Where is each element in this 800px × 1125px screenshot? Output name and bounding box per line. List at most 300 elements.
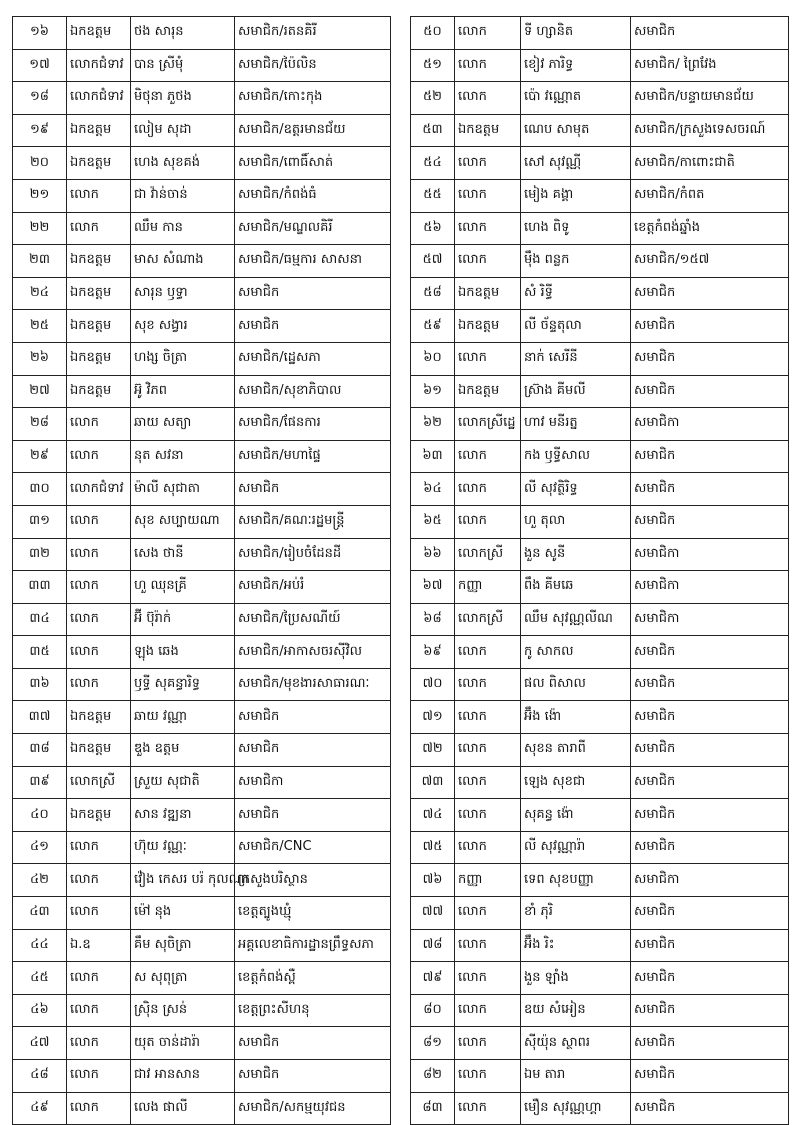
row-title: លោក [455,1060,521,1093]
table-row [411,277,789,310]
row-title: លោក [455,1027,521,1060]
table-row [13,1092,391,1125]
row-name: មឿន សុវណ្ណហ្គា [521,1092,631,1125]
row-number: ៤៦ [13,994,67,1027]
row-role: សមាជិក [631,277,789,310]
row-name: លី ច័ន្ទតុលា [521,310,631,343]
table-row [13,245,391,278]
row-number: ១៩ [13,114,67,147]
row-number: ២៣ [13,245,67,278]
row-role: សមាជិក/អប់រំ [235,571,391,604]
row-number: ៥៨ [411,277,455,310]
row-number: ៣៤ [13,603,67,636]
row-number: ៨៣ [411,1092,455,1125]
row-name: អ៊ឹង ង៉ោ [521,701,631,734]
row-number: ៥៥ [411,179,455,212]
row-name: ឯម តារា [521,1060,631,1093]
row-title: លោក [455,962,521,995]
table-row [13,962,391,995]
row-role: សមាជិក [631,17,789,50]
row-role: សមាជិក [631,668,789,701]
row-name: ខៀវ ភារិទ្ធ [521,49,631,82]
row-role: សមាជិក [631,994,789,1027]
table-row [411,408,789,441]
table-row [13,1060,391,1093]
row-name: លេង ផាលី [131,1092,235,1125]
row-role: អគ្គលេខាធិការដ្ឋានព្រឹទ្ធសភា [235,929,391,962]
row-name: សុខន តារាពី [521,734,631,767]
row-role: សមាជិក [631,897,789,930]
row-role: សមាជិក/ ព្រៃវែង [631,49,789,82]
row-title: លោក [455,1092,521,1125]
table-row [13,505,391,538]
row-role: សមាជិក/សុខាភិបាល [235,375,391,408]
row-name: ម៉ាលី សុជាតា [131,473,235,506]
row-number: ៦៧ [411,571,455,604]
row-name: ហ៊ុយ វណ្ណៈ [131,831,235,864]
row-number: ៣៦ [13,668,67,701]
table-row [13,212,391,245]
table-row [13,831,391,864]
row-number: ៦៥ [411,505,455,538]
row-role: សមាជិក [235,277,391,310]
row-title: លោក [455,897,521,930]
row-title: លោក [67,538,131,571]
table-row [411,929,789,962]
row-number: ៧១ [411,701,455,734]
row-name: ខាំ ភុរិ [521,897,631,930]
row-title: លោក [455,799,521,832]
table-row [13,440,391,473]
member-table-left [12,16,391,1125]
row-name: កូ សាកល [521,636,631,669]
row-title: លោក [455,82,521,115]
row-title: លោក [455,668,521,701]
row-number: ២៩ [13,440,67,473]
row-name: សាន វឌ្ឍនា [131,799,235,832]
row-role: សមាជិក [235,1060,391,1093]
row-title: លោក [67,831,131,864]
row-name: នុត សវនា [131,440,235,473]
table-row [411,538,789,571]
row-number: ៣៧ [13,701,67,734]
row-title: លោក [67,636,131,669]
row-number: ៧៩ [411,962,455,995]
row-role: សមាជិក [631,1060,789,1093]
row-number: ៨០ [411,994,455,1027]
table-row [411,1060,789,1093]
row-number: ២១ [13,179,67,212]
row-role: សមាជិក [235,310,391,343]
row-role: សមាជិក [631,734,789,767]
row-role: សមាជិក [631,929,789,962]
table-row [13,734,391,767]
row-role: សមាជិកា [235,766,391,799]
row-role: សមាជិក/មហាផ្ទៃ [235,440,391,473]
row-name: ឆាយ វណ្ណា [131,701,235,734]
row-role: សមាជិក [631,1092,789,1125]
row-role: សមាជិក [631,505,789,538]
table-row [411,212,789,245]
row-number: ៥១ [411,49,455,82]
row-role: សមាជិកា [631,864,789,897]
row-number: ៧០ [411,668,455,701]
row-title: លោក [455,994,521,1027]
row-name: សៅ សុវណ្ណី [521,147,631,180]
table-row [13,114,391,147]
row-role: សមាជិក [631,766,789,799]
row-role: សមាជិក/រតនគិរី [235,17,391,50]
table-row [13,864,391,897]
member-table-right [410,16,789,1125]
row-title: ឯកឧត្តម [67,799,131,832]
row-number: ១៦ [13,17,67,50]
table-row [411,831,789,864]
row-name: គឹម សុចិត្រា [131,929,235,962]
row-number: ៦២ [411,408,455,441]
row-name: ស សុពុត្រា [131,962,235,995]
row-title: លោក [455,342,521,375]
row-number: ៤៤ [13,929,67,962]
row-title: លោក [67,408,131,441]
row-title: លោក [455,473,521,506]
table-row [411,375,789,408]
table-row [13,701,391,734]
row-role: សមាជិកា [631,571,789,604]
row-name: ម៉ឹង ពន្លក [521,245,631,278]
row-title: លោក [455,245,521,278]
row-role: សមាជិក [235,701,391,734]
table-row [411,994,789,1027]
table-row [13,277,391,310]
row-name: ងួន សូនី [521,538,631,571]
table-row [411,571,789,604]
row-role: សមាជិក/ធម្មការ សាសនា [235,245,391,278]
row-title: លោកជំទាវ [67,82,131,115]
row-number: ៦៨ [411,603,455,636]
row-role: សមាជិក/ដ្ឋេសភា [235,342,391,375]
row-role: សមាជិក [631,831,789,864]
row-title: លោក [67,668,131,701]
row-role: ខេត្តត្បូងឃ្មុំ [235,897,391,930]
row-number: ៦៦ [411,538,455,571]
row-number: ៧៣ [411,766,455,799]
row-role: សមាជិក/បន្ទាយមានជ័យ [631,82,789,115]
row-number: ៤៨ [13,1060,67,1093]
row-name: អ៊ី ប៊ុរ៉ាក់ [131,603,235,636]
row-number: ២២ [13,212,67,245]
table-row [411,245,789,278]
row-role: សមាជិកា [631,408,789,441]
table-row [411,49,789,82]
row-name: ជា វ៉ាន់ចាន់ [131,179,235,212]
row-name: ហេង ពិទូ [521,212,631,245]
row-number: ៤៣ [13,897,67,930]
row-number: ២៧ [13,375,67,408]
row-title: ឯកឧត្តម [67,375,131,408]
table-row [13,473,391,506]
row-title: លោក [67,603,131,636]
table-row [13,17,391,50]
row-role: សមាជិក [631,1027,789,1060]
row-role: ខេត្តព្រះសីហនុ [235,994,391,1027]
row-number: ៥៧ [411,245,455,278]
row-name: មិថុនា ភួថង [131,82,235,115]
row-role: សមាជិក/សកម្មយុវជន [235,1092,391,1125]
row-name: ពឹង គីមឆេ [521,571,631,604]
row-title: លោក [455,17,521,50]
row-role: សមាជិក [235,799,391,832]
row-number: ៥០ [411,17,455,50]
row-title: លោក [455,929,521,962]
row-name: ថង សារុន [131,17,235,50]
row-role: សមាជិក [631,310,789,343]
row-number: ៥៤ [411,147,455,180]
row-title: លោក [67,212,131,245]
row-title: ឯកឧត្តម [67,17,131,50]
table-row [13,994,391,1027]
table-row [411,310,789,343]
row-name: ម៉ៅ នុង [131,897,235,930]
row-title: លោក [67,571,131,604]
row-number: ៤០ [13,799,67,832]
row-role: សមាជិក/មណ្ឌលគិរី [235,212,391,245]
row-name: សេង ថានី [131,538,235,571]
table-row [411,897,789,930]
row-name: ណេប សាមុត [521,114,631,147]
row-name: ឡេង សុខជា [521,766,631,799]
table-row [411,603,789,636]
row-name: ទេព សុខបញ្ញា [521,864,631,897]
row-name: នាក់ សេរីនី [521,342,631,375]
row-name: បាន ស្រីមុំ [131,49,235,82]
table-row [411,473,789,506]
row-role: សមាជិក [631,701,789,734]
row-number: ៦៤ [411,473,455,506]
table-row [13,375,391,408]
table-row [411,147,789,180]
row-title: លោកស្រី [455,603,521,636]
row-name: អ៊ឹង រិះ [521,929,631,962]
table-row [411,505,789,538]
row-name: ឈឹម សុវណ្ណលីណ [521,603,631,636]
row-number: ៣៩ [13,766,67,799]
table-row [411,701,789,734]
row-number: ២៦ [13,342,67,375]
row-title: លោក [455,636,521,669]
row-title: កញ្ញា [455,571,521,604]
row-name: លៀម សុដា [131,114,235,147]
row-title: ឯកឧត្តម [67,342,131,375]
row-name: ជាវ អានសាន [131,1060,235,1093]
row-name: ឡុង ឆេង [131,636,235,669]
row-number: ៣៥ [13,636,67,669]
row-role: សមាជិក [631,375,789,408]
row-name: ឈឹម កាន [131,212,235,245]
table-row [411,114,789,147]
row-name: ហេង សុខគង់ [131,147,235,180]
row-role: ខេត្តកំពង់ឆ្នាំង [631,212,789,245]
row-name: វ៉ៀង កេសរ បរ៉ កុលណា [131,864,235,897]
row-number: ៦៣ [411,440,455,473]
row-number: ៤២ [13,864,67,897]
table-row [411,342,789,375]
row-name: យុត ចាន់ដារ៉ា [131,1027,235,1060]
row-title: លោក [455,440,521,473]
row-number: ៤៥ [13,962,67,995]
row-number: ៥៣ [411,114,455,147]
row-number: ២៥ [13,310,67,343]
row-role: សមាជិក/ឧត្តរមានជ័យ [235,114,391,147]
table-row [411,864,789,897]
row-number: ១៧ [13,49,67,82]
row-title: ឯកឧត្តម [455,310,521,343]
row-title: លោក [67,440,131,473]
row-title: ឯកឧត្តម [455,114,521,147]
row-name: ប៉ោ វណ្ណោត [521,82,631,115]
row-role: សមាជិក [235,473,391,506]
row-name: សុខ សប្បាយណា [131,505,235,538]
row-role: សមាជិក/ប្រៃសណីយ៍ [235,603,391,636]
row-title: លោកជំទាវ [67,473,131,506]
row-number: ៣០ [13,473,67,506]
row-number: ៤៧ [13,1027,67,1060]
member-table-left-body [13,17,391,1125]
row-number: ៥៦ [411,212,455,245]
row-name: ឌួង ឧត្តម [131,734,235,767]
row-number: ៣១ [13,505,67,538]
row-number: ៨១ [411,1027,455,1060]
row-title: លោក [455,49,521,82]
row-number: ៤១ [13,831,67,864]
table-row [13,1027,391,1060]
row-title: លោក [67,1092,131,1125]
row-role: សមាជិក/គណៈរដ្ឋមន្ត្រី [235,505,391,538]
row-name: ស្រ៊ិន ស្រន់ [131,994,235,1027]
row-role: សមាជិក [631,799,789,832]
table-row [411,82,789,115]
row-name: ឧយ សំអៀន [521,994,631,1027]
table-row [411,179,789,212]
table-row [13,799,391,832]
row-title: លោកជំទាវ [67,49,131,82]
row-name: សុខ សង្វារ [131,310,235,343]
table-row [411,636,789,669]
row-title: ឯកឧត្តម [67,147,131,180]
row-number: ៦៩ [411,636,455,669]
row-role: សមាជិក/អាកាសចរស៊ីវិល [235,636,391,669]
table-row [13,408,391,441]
table-row [13,179,391,212]
row-title: លោក [67,505,131,538]
row-role: សមាជិក/រៀបចំដែនដី [235,538,391,571]
row-role: សមាជិក/កំពត [631,179,789,212]
row-role: សមាជិក [631,636,789,669]
row-name: សំ រិទ្ធី [521,277,631,310]
row-role: សមាជិក/១៥៧ [631,245,789,278]
table-row [13,897,391,930]
row-name: ហាវ មនីរត្ន [521,408,631,441]
row-title: លោក [455,766,521,799]
row-title: ឯ.ឧ [67,929,131,962]
row-title: ឯកឧត្តម [67,114,131,147]
row-name: សុគន្ធ ង៉ោ [521,799,631,832]
table-row [411,962,789,995]
row-role: សមាជិក/CNC [235,831,391,864]
row-number: ៧៤ [411,799,455,832]
row-title: ឯកឧត្តម [67,310,131,343]
row-title: លោក [67,897,131,930]
row-role: សមាជិក/កាពោះជាតិ [631,147,789,180]
row-title: ឯកឧត្តម [67,245,131,278]
row-title: ឯកឧត្តម [67,734,131,767]
row-title: ឯកឧត្តម [455,375,521,408]
row-name: ផល ពិសាល [521,668,631,701]
row-name: ហួ ឈុនគ្រី [131,571,235,604]
table-row [13,342,391,375]
row-title: លោក [67,1027,131,1060]
row-role: សមាជិក [631,962,789,995]
row-number: ៧៥ [411,831,455,864]
row-title: លោក [455,734,521,767]
row-role: សមាជិក [631,440,789,473]
row-name: ឫទ្ធី សុគន្ធារិទ្ធ [131,668,235,701]
row-number: ២០ [13,147,67,180]
row-title: លោក [455,831,521,864]
row-number: ៦១ [411,375,455,408]
row-role: សមាជិក [631,473,789,506]
table-row [13,603,391,636]
row-name: ឆាយ សត្យា [131,408,235,441]
row-title: លោកស្រី [67,766,131,799]
row-role: សមាជិក/កំពង់ធំ [235,179,391,212]
row-role: សមាជិក/មុខងារសាធារណៈ [235,668,391,701]
table-row [13,147,391,180]
row-title: កញ្ញា [455,864,521,897]
row-number: ២៤ [13,277,67,310]
row-number: ៤៩ [13,1092,67,1125]
row-name: អ៊ូ វិភព [131,375,235,408]
row-role: សមាជិក/ផែនការ [235,408,391,441]
row-name: មាស សំណាង [131,245,235,278]
row-title: ឯកឧត្តម [67,701,131,734]
table-row [411,1092,789,1125]
row-title: ឯកឧត្តម [67,277,131,310]
row-number: ៣៨ [13,734,67,767]
row-title: លោក [67,179,131,212]
table-row [13,571,391,604]
row-name: សារុន ឫទ្ធា [131,277,235,310]
row-title: លោក [455,147,521,180]
row-role: សមាជិកា [631,603,789,636]
row-title: ឯកឧត្តម [455,277,521,310]
row-number: ៣៣ [13,571,67,604]
table-row [13,668,391,701]
row-role: ខេត្តកំពង់ស្ពឺ [235,962,391,995]
table-row [13,636,391,669]
row-role: សមាជិក [631,342,789,375]
row-title: លោកស្រី [455,538,521,571]
row-number: ២៨ [13,408,67,441]
table-row [13,49,391,82]
row-role: សមាជិក [235,734,391,767]
table-row [411,17,789,50]
row-role: សមាជិកា [631,538,789,571]
row-number: ៦០ [411,342,455,375]
row-name: កង ឫទ្ធីសាល [521,440,631,473]
row-role: សមាជិក/ពោធិ៍សាត់ [235,147,391,180]
row-number: ៧៨ [411,929,455,962]
